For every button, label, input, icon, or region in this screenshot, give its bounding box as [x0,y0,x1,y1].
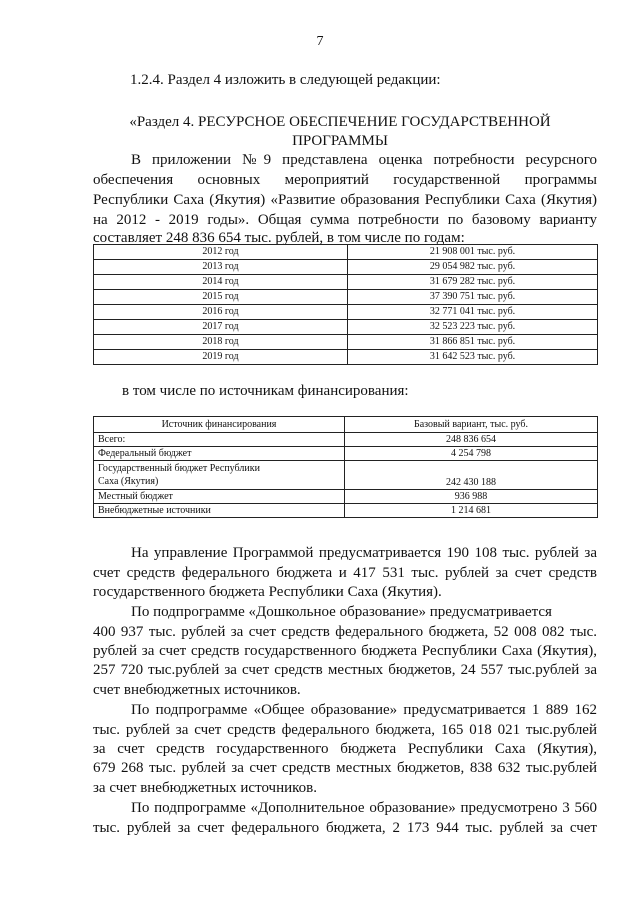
year-cell: 2014 год [94,275,348,290]
amount-cell: 31 642 523 тыс. руб. [348,350,598,365]
value-cell: 248 836 654 [345,433,598,447]
sources-intro: в том числе по источникам финансирования: [122,383,409,399]
source-cell: Местный бюджет [94,490,345,504]
source-cell-line: Государственный бюджет Республики [98,463,260,474]
column-header-source: Источник финансирования [94,417,345,433]
body-line: за счет средств государственного бюджета Республики Саха (Якутия), [93,741,597,757]
budget-by-year-table [93,244,598,365]
intro-line: составляет 248 836 654 тыс. рублей, в том числе по годам: [93,230,465,246]
body-line: счет внебюджетных источников. [93,682,301,698]
body-line: 400 937 тыс. рублей за счет средств федерального бюджета, 52 008 082 тыс. [93,624,597,640]
amount-cell: 32 771 041 тыс. руб. [348,305,598,320]
amount-cell: 29 054 982 тыс. руб. [348,260,598,275]
table-header-row [94,417,598,433]
intro-line: В приложении №9 представлена оценка потребности ресурсного [131,152,597,168]
table-row [94,290,598,305]
intro-line: обеспечения основных мероприятий государственной программы [93,172,597,188]
table-row [94,335,598,350]
intro-line: Республики Саха (Якутия) «Развитие образования Республики Саха (Якутия) [93,192,597,208]
section-heading-line2: ПРОГРАММЫ [292,133,388,149]
table-row [94,275,598,290]
intro-line: на 2012 - 2019 годы». Общая сумма потребности по базовому варианту [93,212,597,228]
year-cell: 2013 год [94,260,348,275]
source-cell: Внебюджетные источники [94,504,345,518]
body-line: По подпрограмме «Дошкольное образование» предусматривается [131,604,552,620]
year-cell: 2012 год [94,245,348,260]
body-line: рублей за счет средств государственного бюджета Республики Саха (Якутия), [93,643,597,659]
value-cell: 242 430 188 [345,461,598,490]
amount-cell: 31 866 851 тыс. руб. [348,335,598,350]
body-line: за счет внебюджетных источников. [93,780,318,796]
table-row [94,260,598,275]
table-row [94,490,598,504]
source-cell [94,461,345,490]
year-cell: 2015 год [94,290,348,305]
table-row [94,433,598,447]
source-cell-line: Саха (Якутия) [98,476,159,487]
year-cell: 2017 год [94,320,348,335]
table-row [94,320,598,335]
funding-sources-table [93,416,598,518]
amendment-line: 1.2.4. Раздел 4 изложить в следующей редакции: [130,72,441,88]
amount-cell: 31 679 282 тыс. руб. [348,275,598,290]
body-line: тыс. рублей за счет средств федерального бюджета, 165 018 021 тыс.рублей [93,722,597,738]
page-number: 7 [316,34,324,49]
source-cell: Федеральный бюджет [94,447,345,461]
value-cell: 1 214 681 [345,504,598,518]
table-row [94,504,598,518]
body-line: На управление Программой предусматривается 190 108 тыс. рублей за [131,545,597,561]
body-line: По подпрограмме «Общее образование» предусматривается 1 889 162 [131,702,597,718]
year-cell: 2018 год [94,335,348,350]
table-row [94,461,598,490]
body-line: 257 720 тыс.рублей за счет средств местных бюджетов, 24 557 тыс.рублей за [93,662,597,678]
body-line: счет средств федерального бюджета и 417 531 тыс. рублей за счет средств [93,565,597,581]
source-cell: Всего: [94,433,345,447]
year-cell: 2016 год [94,305,348,320]
amount-cell: 32 523 223 тыс. руб. [348,320,598,335]
amount-cell: 21 908 001 тыс. руб. [348,245,598,260]
value-cell: 4 254 798 [345,447,598,461]
year-cell: 2019 год [94,350,348,365]
body-line: тыс. рублей за счет федерального бюджета, 2 173 944 тыс. рублей за счет [93,820,597,836]
body-line: По подпрограмме «Дополнительное образование» предусмотрено 3 560 [131,800,597,816]
value-cell: 936 988 [345,490,598,504]
body-line: 679 268 тыс. рублей за счет средств местных бюджетов, 838 632 тыс.рублей [93,760,597,776]
table-row [94,245,598,260]
table-row [94,447,598,461]
body-line: государственного бюджета Республики Саха (Якутия). [93,584,442,600]
column-header-value: Базовый вариант, тыс. руб. [345,417,598,433]
amount-cell: 37 390 751 тыс. руб. [348,290,598,305]
table-row [94,305,598,320]
section-heading-line1: «Раздел 4. РЕСУРСНОЕ ОБЕСПЕЧЕНИЕ ГОСУДАРСТВЕННОЙ [129,114,551,130]
table-row [94,350,598,365]
